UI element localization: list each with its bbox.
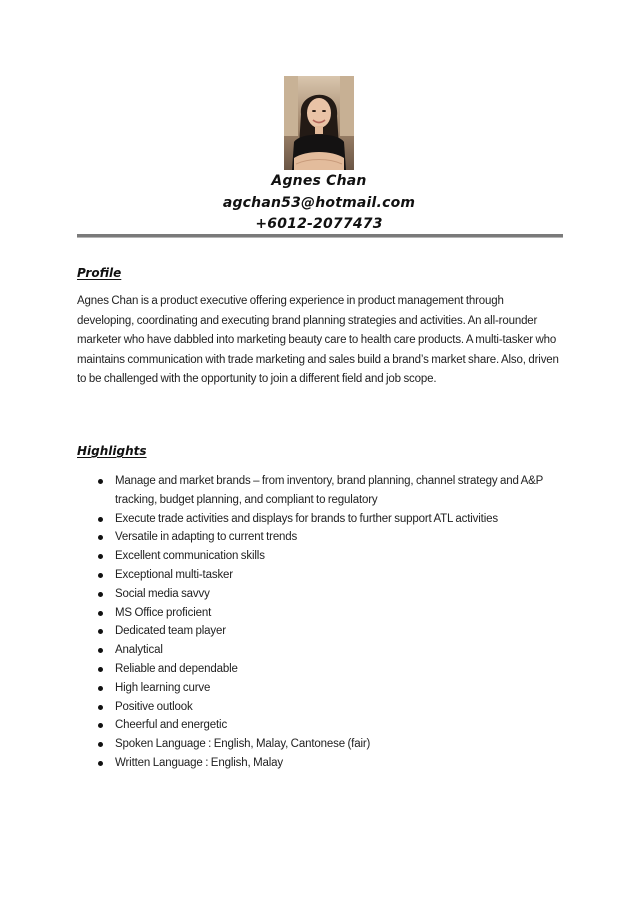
list-item (77, 735, 563, 754)
bullet-icon (98, 479, 103, 484)
profile-photo (284, 76, 354, 170)
list-item (77, 472, 563, 510)
list-item-text: Execute trade activities and displays for brands to further support ATL activities (115, 512, 498, 525)
list-item-text: Written Language : English, Malay (115, 756, 283, 769)
list-item (77, 547, 563, 566)
list-item (77, 622, 563, 641)
bullet-icon (98, 667, 103, 672)
highlights-heading: Highlights (77, 444, 147, 458)
list-item-text: Excellent communication skills (115, 550, 265, 563)
bullet-icon (98, 592, 103, 597)
profile-paragraph: Agnes Chan is a product executive offering experience in product management through developing, coordinating and executing brand planning strategies and activities. An all-rounder marketer who have dabbled into marketing beauty care to health care products. A multi-tasker who maintains communication with trade marketing and sales build a brand’s market share. Also, driven to be challenged with the opportunity to join a different field and job scope. (77, 295, 559, 386)
list-item-text: Versatile in adapting to current trends (115, 531, 298, 544)
bullet-icon (98, 629, 103, 634)
highlights-list (77, 472, 563, 773)
profile-heading: Profile (77, 266, 122, 280)
list-item-text: Spoken Language : English, Malay, Cantonese (fair) (115, 738, 371, 751)
list-item (77, 660, 563, 679)
list-item (77, 528, 563, 547)
list-item-text: Dedicated team player (115, 625, 226, 638)
list-item (77, 585, 563, 604)
list-item (77, 716, 563, 735)
bullet-icon (98, 705, 103, 710)
list-item (77, 698, 563, 717)
list-item (77, 641, 563, 660)
list-item-text: High learning curve (115, 681, 211, 694)
bullet-icon (98, 761, 103, 766)
list-item-text: Positive outlook (115, 700, 193, 713)
bullet-icon (98, 723, 103, 728)
candidate-phone: +6012-2077473 (255, 216, 383, 232)
list-item (77, 754, 563, 773)
candidate-name: Agnes Chan (271, 173, 367, 189)
list-item-text: MS Office proficient (115, 606, 212, 619)
bullet-icon (98, 742, 103, 747)
bullet-icon (98, 573, 103, 578)
list-item (77, 510, 563, 529)
bullet-icon (98, 648, 103, 653)
list-item (77, 566, 563, 585)
bullet-icon (98, 517, 103, 522)
bullet-icon (98, 554, 103, 559)
list-item-text: Manage and market brands – from inventory, brand planning, channel strategy and A&P tracking, budget planning, and compliant to regulatory (115, 475, 543, 506)
bullet-icon (98, 686, 103, 691)
list-item-text: Cheerful and energetic (115, 719, 228, 732)
list-item (77, 604, 563, 623)
list-item-text: Reliable and dependable (115, 662, 238, 675)
list-item (77, 679, 563, 698)
header-divider (77, 234, 563, 238)
list-item-text: Social media savvy (115, 587, 210, 600)
list-item-text: Exceptional multi-tasker (115, 568, 233, 581)
bullet-icon (98, 535, 103, 540)
portrait-image (284, 76, 354, 170)
candidate-email[interactable]: agchan53@hotmail.com (222, 195, 416, 211)
bullet-icon (98, 611, 103, 616)
list-item-text: Analytical (115, 644, 163, 657)
